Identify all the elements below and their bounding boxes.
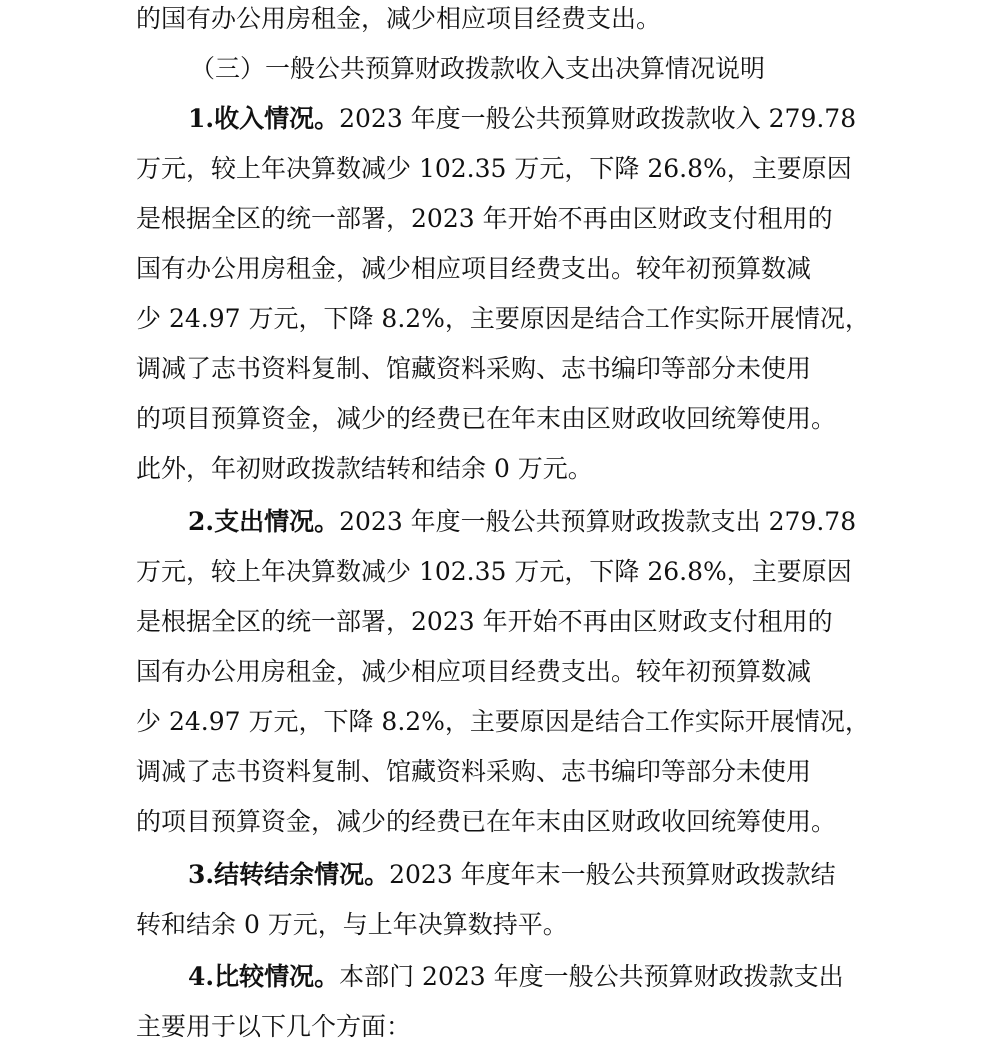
expenditure-text-line: 万元，较上年决算数减少 102.35 万元，下降 26.8%，主要原因 xyxy=(136,557,852,586)
income-paragraph-first-line xyxy=(188,94,856,144)
expenditure-text-line: 是根据全区的统一部署，2023 年开始不再由区财政支付租用的 xyxy=(136,607,833,636)
income-text-line: 2023 年度一般公共预算财政拨款收入 279.78 xyxy=(339,104,857,133)
income-label: 1.收入情况。 xyxy=(188,104,340,133)
expenditure-text-line: 2023 年度一般公共预算财政拨款支出 279.78 xyxy=(339,507,857,536)
comparison-paragraph-first-line xyxy=(188,952,844,1002)
income-text-line: 是根据全区的统一部署，2023 年开始不再由区财政支付租用的 xyxy=(136,204,833,233)
expenditure-text-line: 少 24.97 万元，下降 8.2%，主要原因是结合工作实际开展情况， xyxy=(136,707,870,736)
income-text-line: 调减了志书资料复制、馆藏资料采购、志书编印等部分未使用 xyxy=(136,354,812,383)
comparison-text-line: 本部门 2023 年度一般公共预算财政拨款支出 xyxy=(339,962,844,991)
carryover-paragraph-first-line xyxy=(188,850,836,900)
income-text-line: 此外，年初财政拨款结转和结余 0 万元。 xyxy=(136,454,593,483)
carryover-text-line: 转和结余 0 万元，与上年决算数持平。 xyxy=(136,910,568,939)
expenditure-paragraph-first-line xyxy=(188,497,856,547)
income-text-line: 的项目预算资金，减少的经费已在年末由区财政收回统筹使用。 xyxy=(136,404,837,433)
carryover-text-line: 2023 年度年末一般公共预算财政拨款结 xyxy=(389,860,836,889)
income-text-line: 国有办公用房租金，减少相应项目经费支出。较年初预算数减 xyxy=(136,254,812,283)
comparison-label: 4.比较情况。 xyxy=(188,962,340,991)
comparison-text-line: 主要用于以下几个方面： xyxy=(136,1012,412,1041)
expenditure-text-line: 的项目预算资金，减少的经费已在年末由区财政收回统筹使用。 xyxy=(136,807,837,836)
intro-tail-line: 的国有办公用房租金，减少相应项目经费支出。 xyxy=(136,4,662,33)
section-heading: （三）一般公共预算财政拨款收入支出决算情况说明 xyxy=(190,54,766,83)
income-text-line: 万元，较上年决算数减少 102.35 万元，下降 26.8%，主要原因 xyxy=(136,154,852,183)
income-text-line: 少 24.97 万元，下降 8.2%，主要原因是结合工作实际开展情况， xyxy=(136,304,870,333)
expenditure-text-line: 调减了志书资料复制、馆藏资料采购、志书编印等部分未使用 xyxy=(136,757,812,786)
expenditure-text-line: 国有办公用房租金，减少相应项目经费支出。较年初预算数减 xyxy=(136,657,812,686)
expenditure-label: 2.支出情况。 xyxy=(188,507,340,536)
carryover-label: 3.结转结余情况。 xyxy=(188,860,390,889)
